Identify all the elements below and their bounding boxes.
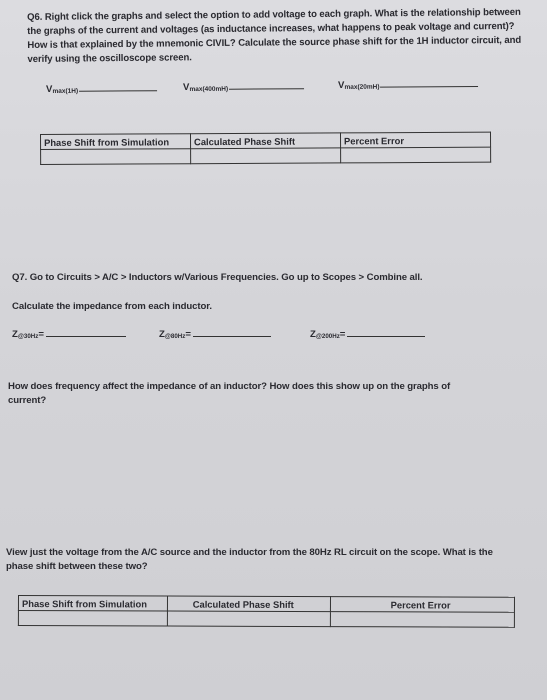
table-header-row	[18, 596, 514, 613]
z-200hz-field[interactable]: Z $_{@200Hz}$ =	[310, 329, 425, 340]
header-calculated-phase-shift: Calculated Phase Shift	[191, 133, 341, 149]
frequency-question: How does frequency affect the impedance of an inductor? How does this show up on the graphs of current?	[8, 381, 451, 406]
header-calculated-phase-shift: Calculated Phase Shift	[167, 596, 330, 612]
answer-line	[229, 87, 304, 90]
vmax-20mh-subscript: max(20mH)	[344, 83, 380, 91]
vmax-20mh-field[interactable]: V max(20mH)	[338, 79, 479, 91]
view-voltage-question: View just the voltage from the A/C source and the inductor from the 80Hz RL circuit on the scope. What is the phase shift between these two?	[6, 547, 493, 572]
impedance-answer-row	[12, 329, 452, 343]
question-7-line2: Calculate the impedance from each inductor.	[12, 301, 212, 312]
answer-line	[79, 89, 157, 92]
header-phase-shift-simulation: Phase Shift from Simulation	[41, 134, 191, 150]
answer-line	[380, 85, 478, 88]
header-percent-error: Percent Error	[340, 132, 490, 148]
answer-cell[interactable]	[191, 148, 341, 164]
question-7-line1: Q7. Go to Circuits > A/C > Inductors w/Various Frequencies. Go up to Scopes > Combine all.	[12, 272, 423, 283]
answer-line	[193, 336, 271, 337]
answer-line	[46, 336, 126, 337]
question-6-text: Q6. Right click the graphs and select the option to add voltage to each graph. What is the relationship between the graphs of the current and voltages (as inductance increases, what happens to peak voltage and current)? How is that explained by the mnemonic CIVIL? Calculate the source phase shift for the 1H inductor circuit, and verify using the oscilloscope screen.	[27, 6, 522, 65]
table-answer-row[interactable]	[18, 611, 514, 628]
answer-cell[interactable]	[167, 611, 330, 627]
z-30hz-field[interactable]: Z $_{@30Hz}$ =	[12, 329, 126, 340]
vmax-1h-field[interactable]: V max(1H)	[46, 83, 157, 95]
q6-phase-shift-table	[40, 132, 491, 165]
table-answer-row[interactable]	[41, 147, 491, 164]
header-percent-error: Percent Error	[330, 597, 514, 613]
vmax-400mh-field[interactable]: V max(400mH)	[183, 81, 304, 93]
answer-line	[347, 336, 425, 337]
q7-phase-shift-table	[18, 595, 515, 628]
answer-cell[interactable]	[41, 149, 191, 165]
z-80hz-field[interactable]: Z $_{@80Hz}$ =	[159, 329, 271, 340]
answer-cell[interactable]	[330, 612, 514, 628]
vmax-400mh-subscript: max(400mH)	[189, 85, 229, 93]
answer-cell[interactable]	[341, 147, 491, 163]
vmax-1h-subscript: max(1H)	[52, 87, 79, 95]
header-phase-shift-simulation: Phase Shift from Simulation	[18, 596, 167, 612]
answer-cell[interactable]	[18, 611, 167, 627]
